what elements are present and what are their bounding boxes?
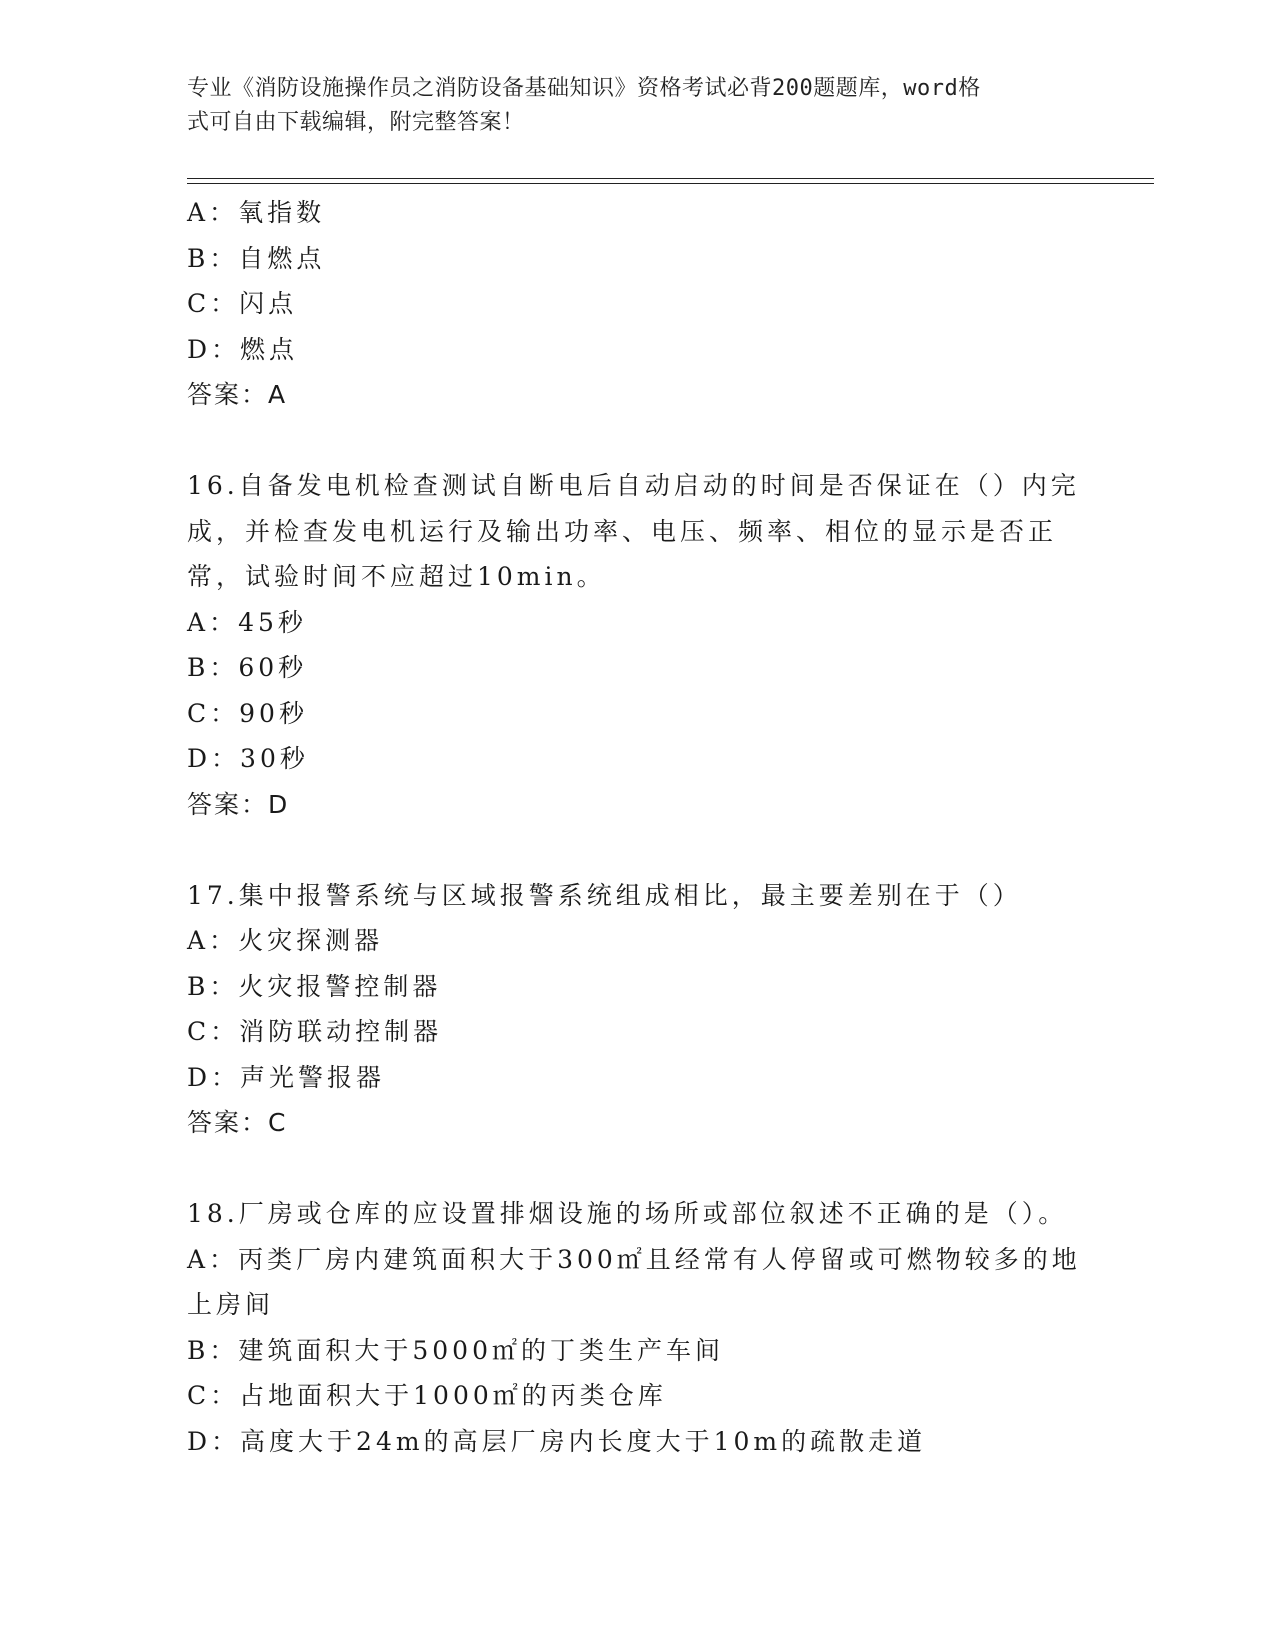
option-d: D：30秒	[187, 744, 309, 773]
spacer	[187, 827, 1087, 873]
option-b: B：自燃点	[187, 243, 326, 273]
header-line-1: 专业《消防设施操作员之消防设备基础知识》资格考试必背200题题库，word格	[187, 76, 981, 101]
header-divider-bottom	[187, 183, 1154, 184]
question-stem-line-1: 17.集中报警系统与区域报警系统组成相比，最主要差别在于（）	[187, 880, 1022, 910]
option-c: C：占地面积大于1000㎡的丙类仓库	[187, 1381, 667, 1410]
option-a: A：45秒	[187, 607, 307, 637]
document-header	[187, 72, 1067, 140]
question-stem-line-1: 16.自备发电机检查测试自断电后自动启动的时间是否保证在（）内完	[187, 471, 1080, 500]
spacer	[187, 418, 1087, 464]
option-d: D：燃点	[187, 334, 299, 364]
question-list	[187, 190, 1087, 1464]
option-d: D：声光警报器	[187, 1062, 386, 1092]
question-18	[187, 1191, 1087, 1464]
header-divider-top	[187, 178, 1154, 179]
option-c: C：消防联动控制器	[187, 1017, 443, 1046]
answer-line: 答案：A	[187, 380, 288, 409]
answer-line: 答案：C	[187, 1108, 288, 1137]
option-c: C：90秒	[187, 698, 308, 728]
option-b: B：火灾报警控制器	[187, 971, 442, 1001]
option-a-continuation: 上房间	[187, 1290, 275, 1319]
option-c: C：闪点	[187, 289, 298, 318]
question-16	[187, 463, 1087, 827]
option-a: A：丙类厂房内建筑面积大于300㎡且经常有人停留或可燃物较多的地	[187, 1244, 1081, 1274]
answer-line: 答案：D	[187, 789, 290, 819]
question-15	[187, 190, 1087, 418]
option-b: B：建筑面积大于5000㎡的丁类生产车间	[187, 1335, 724, 1365]
question-stem-line-3: 常，试验时间不应超过10min。	[187, 562, 606, 591]
option-b: B：60秒	[187, 653, 308, 682]
option-a: A：氧指数	[187, 198, 326, 227]
question-stem-line-1: 18.厂房或仓库的应设置排烟设施的场所或部位叙述不正确的是（）。	[187, 1199, 1068, 1228]
header-line-2: 式可自由下载编辑，附完整答案！	[187, 110, 525, 135]
question-stem-line-2: 成，并检查发电机运行及输出功率、电压、频率、相位的显示是否正	[187, 516, 1058, 546]
spacer	[187, 1146, 1087, 1192]
option-a: A：火灾探测器	[187, 926, 384, 955]
option-d: D：高度大于24m的高层厂房内长度大于10m的疏散走道	[187, 1426, 927, 1456]
question-17	[187, 873, 1087, 1146]
